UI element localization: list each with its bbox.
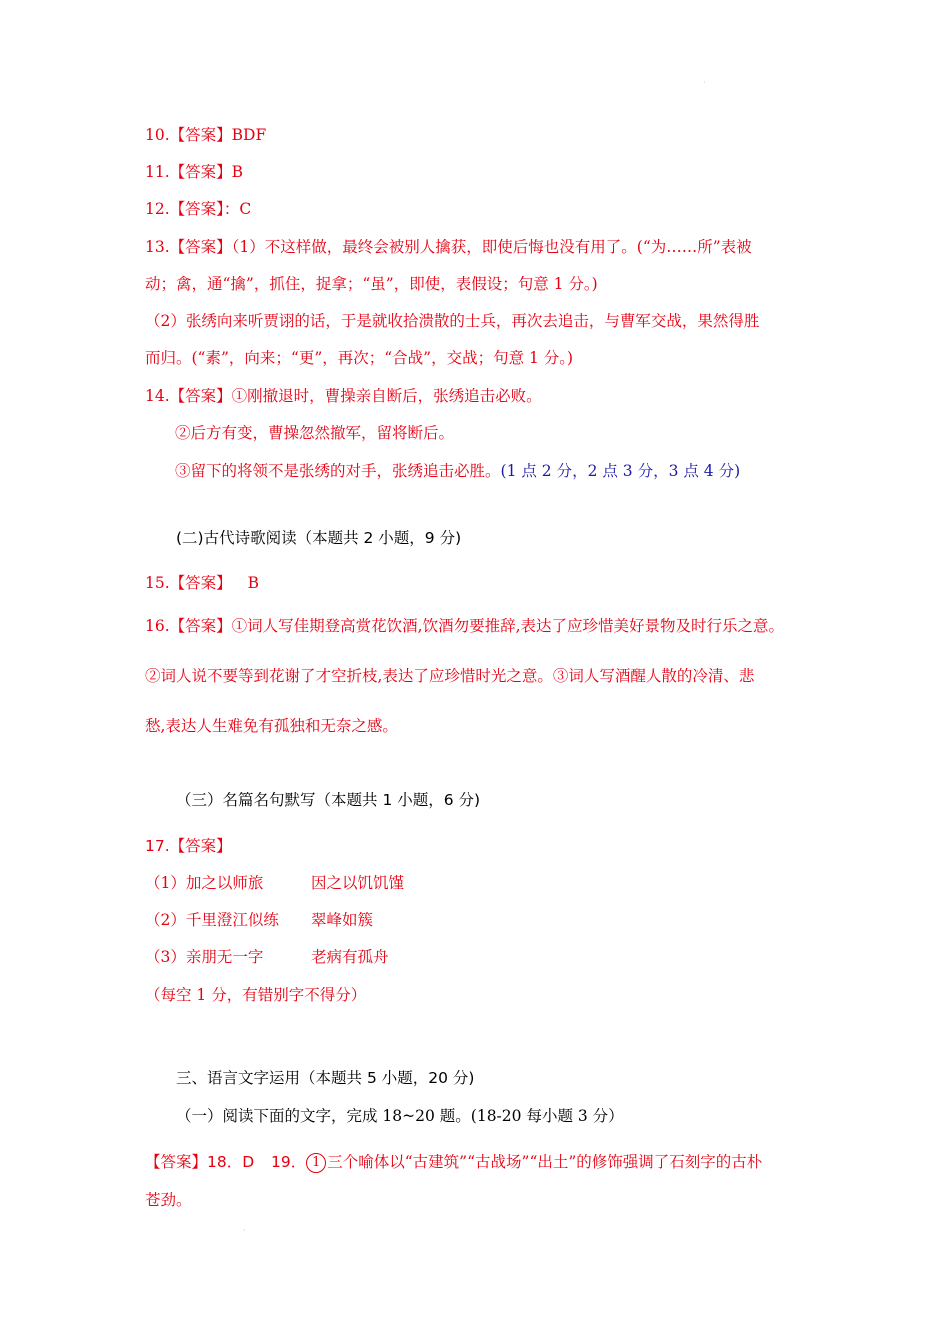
answer-13-line2: 动；禽，通“擒”，抓住，捉拿；“虽”，即使，表假设；句意 1 分。) bbox=[145, 275, 598, 293]
answer-18-19-line2: 苍劲。 bbox=[145, 1191, 192, 1209]
answer-17-label: 17.【答案】 bbox=[145, 837, 232, 855]
answer-10: 10.【答案】BDF bbox=[145, 126, 267, 144]
answer-13-line3: （2）张绣向来听贾诩的话，于是就收拾溃散的士兵，再次去追击，与曹军交战，果然得胜 bbox=[145, 312, 760, 330]
score-note: (1 点 2 分，2 点 3 分，3 点 4 分) bbox=[500, 462, 741, 480]
answer-16-line1: 16.【答案】①词人写佳期登高赏花饮酒,饮酒勿要推辞,表达了应珍惜美好景物及时行乐之意。 bbox=[145, 617, 785, 635]
scan-dot: · bbox=[703, 78, 706, 87]
answer-14-line2: ②后方有变，曹操忽然撤军，留将断后。 bbox=[175, 424, 455, 442]
scan-dot: · bbox=[243, 1226, 246, 1235]
answer-16-line3: 愁,表达人生难免有孤独和无奈之感。 bbox=[145, 717, 398, 735]
section-poetry-heading: (二)古代诗歌阅读（本题共 2 小题，9 分) bbox=[176, 529, 462, 547]
subsection-heading: （一）阅读下面的文字，完成 18~20 题。(18-20 每小题 3 分） bbox=[176, 1107, 624, 1125]
answer-16-line2: ②词人说不要等到花谢了才空折枝,表达了应珍惜时光之意。③词人写酒醒人散的冷清、悲 bbox=[145, 667, 755, 685]
answer-11: 11.【答案】B bbox=[145, 163, 244, 181]
answer-17-row3: （3）亲朋无一字 老病有孤舟 bbox=[145, 948, 389, 966]
answer-15: 15.【答案】 B bbox=[145, 574, 260, 592]
section-language-heading: 三、语言文字运用（本题共 5 小题，20 分) bbox=[176, 1069, 475, 1087]
answer-13-line1: 13.【答案】（1）不这样做，最终会被别人擒获，即使后悔也没有用了。(“为……所”表被 bbox=[145, 238, 752, 256]
answer-13-line4: 而归。(“素”，向来；“更”，再次；“合战”，交战；句意 1 分。) bbox=[145, 349, 574, 367]
section-recitation-heading: （三）名篇名句默写（本题共 1 小题，6 分) bbox=[176, 791, 481, 809]
answer-14-line3: ③留下的将领不是张绣的对手，张绣追击必胜。(1 点 2 分，2 点 3 分，3 点 4 分) bbox=[175, 462, 741, 480]
answer-17-row1: （1）加之以师旅 因之以饥饥馑 bbox=[145, 874, 405, 892]
answer-17-note: （每空 1 分，有错别字不得分） bbox=[145, 986, 367, 1004]
answer-12: 12.【答案】：C bbox=[145, 200, 252, 218]
circled-number: 1 bbox=[306, 1153, 326, 1173]
answer-14-line1: 14.【答案】①刚撤退时，曹操亲自断后，张绣追击必败。 bbox=[145, 387, 542, 405]
answer-17-row2: （2）千里澄江似练 翠峰如簇 bbox=[145, 911, 374, 929]
answer-18-19-line1: 【答案】18．D 19． 1 三个喻体以“古建筑”“古战场”“出土”的修饰强调了石刻字的古朴 bbox=[145, 1153, 763, 1171]
